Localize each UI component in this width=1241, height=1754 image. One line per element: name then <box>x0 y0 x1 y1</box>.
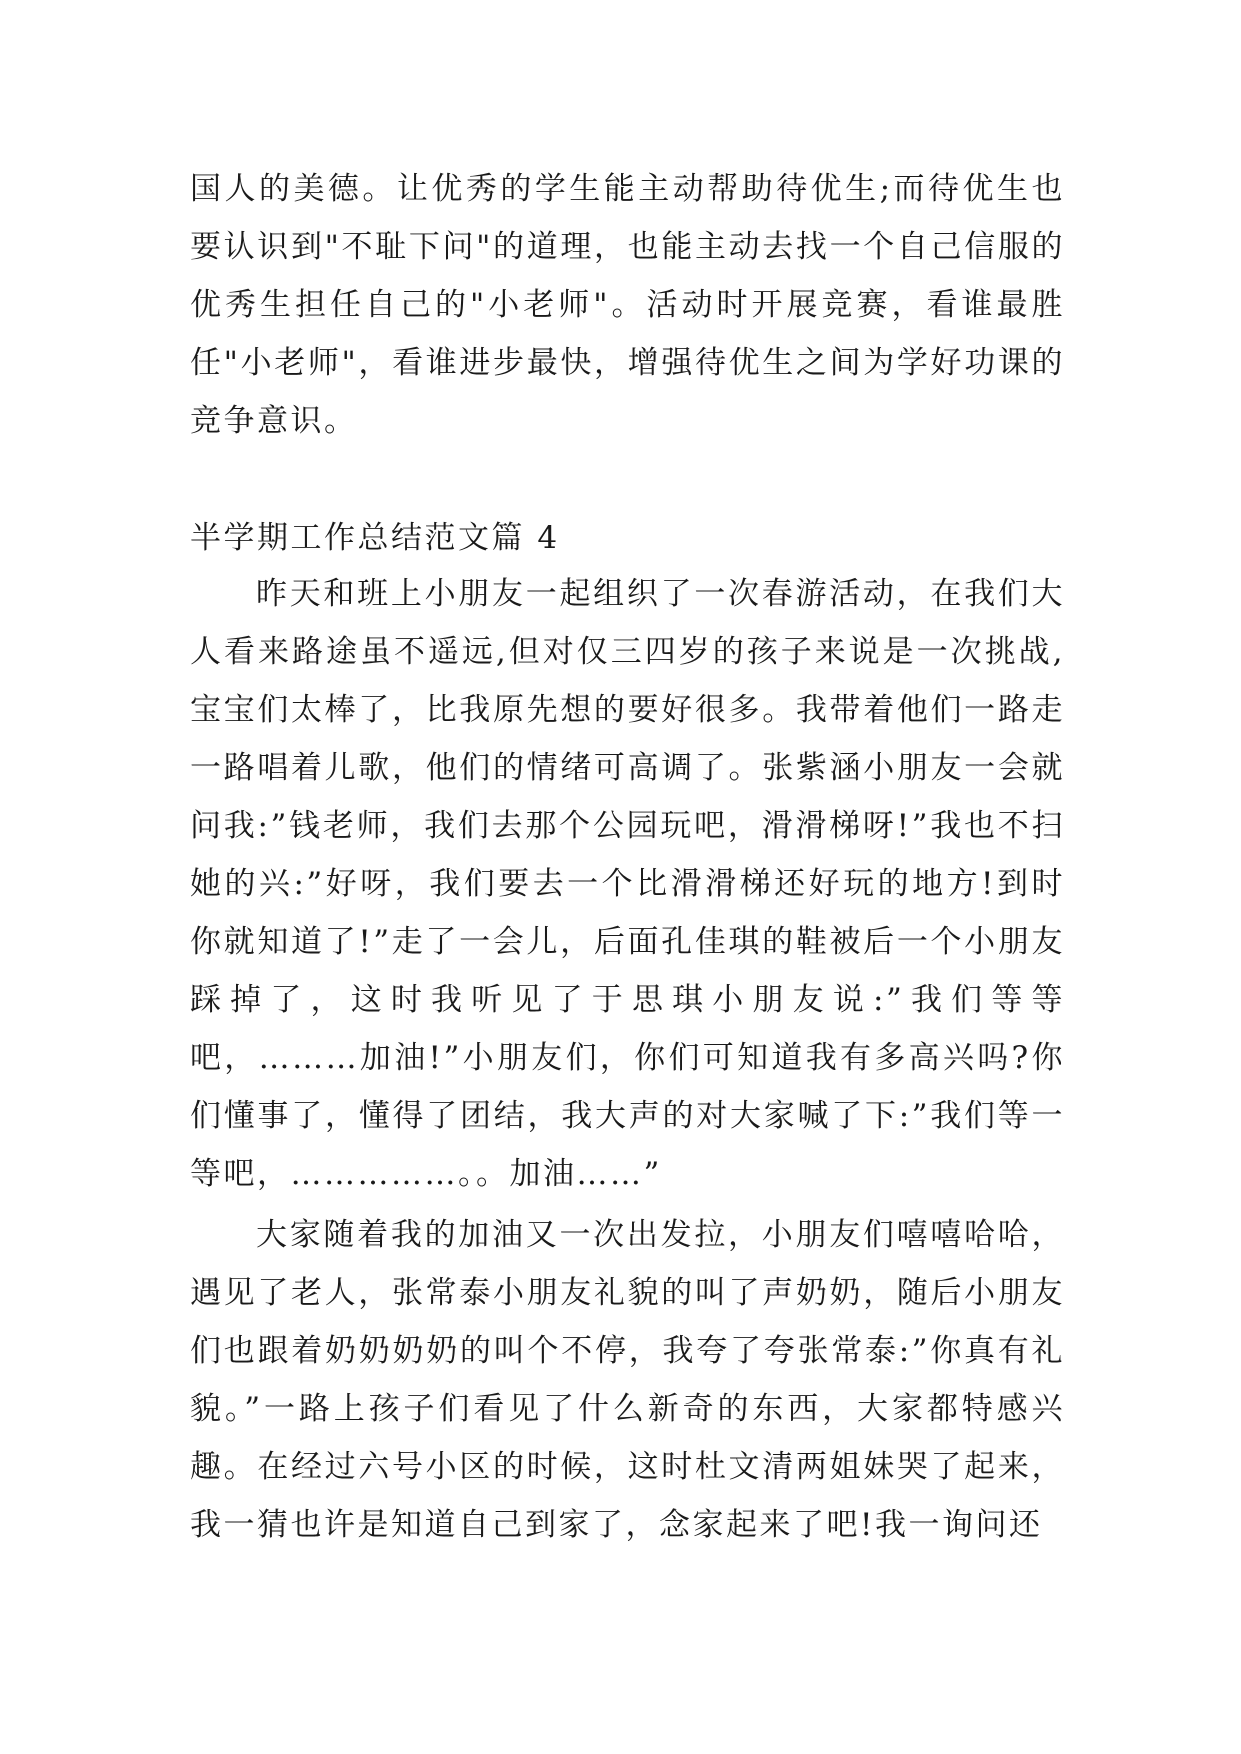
continuation-paragraph-block <box>190 160 1065 450</box>
section-heading: 半学期工作总结范文篇 4 <box>190 520 560 556</box>
paragraph-1: 昨天和班上小朋友一起组织了一次春游活动，在我们大人看来路途虽不遥远,但对仅三四岁的孩子来说是一次挑战,宝宝们太棒了，比我原先想的要好很多。我带着他们一路走一路唱着儿歌，他们的情绪可高调了。张紫涵小朋友一会就问我:”钱老师，我们去那个公园玩吧，滑滑梯呀!”我也不扫她的兴:”好呀，我们要去一个比滑滑梯还好玩的地方!到时你就知道了!”走了一会儿，后面孔佳琪的鞋被后一个小朋友踩掉了，这时我听见了于思琪小朋友说:”我们等等吧，………加油!”小朋友们，你们可知道我有多高兴吗?你们懂事了，懂得了团结，我大声的对大家喊了下:”我们等一等吧，……………。。加油……” <box>190 576 1065 1192</box>
paragraph-2-block <box>190 1206 1065 1554</box>
continuation-paragraph: 国人的美德。让优秀的学生能主动帮助待优生;而待优生也要认识到"不耻下问"的道理，也能主动去找一个自己信服的优秀生担任自己的"小老师"。活动时开展竞赛，看谁最胜任"小老师"，看谁进步最快，增强待优生之间为学好功课的竞争意识。 <box>190 171 1065 439</box>
paragraph-1-block <box>190 565 1065 1203</box>
paragraph-2: 大家随着我的加油又一次出发拉，小朋友们嘻嘻哈哈，遇见了老人，张常泰小朋友礼貌的叫了声奶奶，随后小朋友们也跟着奶奶奶奶的叫个不停，我夸了夸张常泰:”你真有礼貌。”一路上孩子们看见了什么新奇的东西，大家都特感兴趣。在经过六号小区的时候，这时杜文清两姐妹哭了起来，我一猜也许是知道自己到家了，念家起来了吧!我一询问还 <box>190 1217 1065 1543</box>
